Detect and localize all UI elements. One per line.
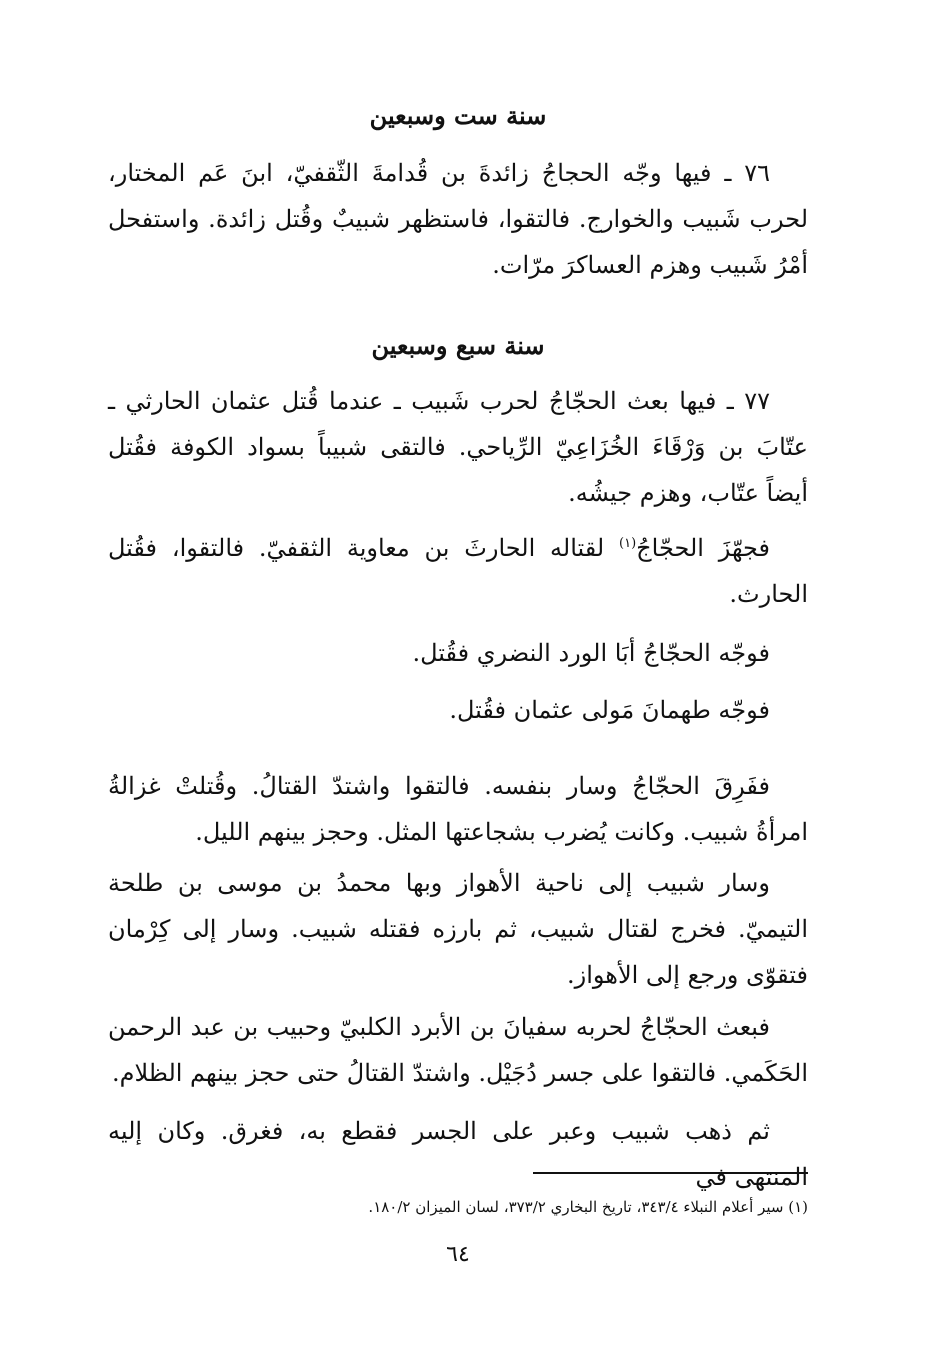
paragraph-76: ٧٦ ـ فيها وجّه الحجاجُ زائدةَ بن قُدامةَ الثّقفيّ، ابنَ عَم المختار، لحرب شَبيب والخوارج. فالتقوا، فاستظهر شبيبٌ وقُتل زائدة. واستفحل أمْرُ شَبيب وهزم العساكرَ مرّات.	[108, 159, 808, 279]
footnote: (١) سير أعلام النبلاء ٣٤٣/٤، تاريخ البخاري ٣٧٣/٢، لسان الميزان ١٨٠/٢.	[368, 1198, 808, 1216]
paragraph-hajjaj-prepares	[108, 525, 808, 617]
paragraph-abu-al-ward: فوجّه الحجّاجُ أبَا الورد النضري فقُتل.	[412, 639, 770, 667]
paragraph-hajjaj-prepares-start: فجهّزَ الحجّاجُ	[636, 534, 770, 562]
book-page	[108, 0, 808, 1358]
footnote-separator	[533, 1172, 808, 1174]
paragraph-ghazala: ففَرِقَ الحجّاجُ وسار بنفسه. فالتقوا واشتدّ القتالُ. وقُتلتْ غزالةُ امرأةُ شبيب. وكانت يُضرب بشجاعتها المثل. وحجز بينهم الليل.	[108, 772, 808, 846]
paragraph-hajjaj-prepares-end: لقتاله الحارثَ بن معاوية الثقفيّ. فالتقوا، فقُتل الحارث.	[108, 534, 808, 608]
section-heading-76: سنة ست وسبعين	[369, 101, 547, 130]
paragraph-dujayl: فبعث الحجّاجُ لحربه سفيانَ بن الأبرد الكلبيّ وحبيب بن عبد الرحمن الحَكَمي. فالتقوا على جسر دُجَيْل. واشتدّ القتالُ حتى حجز بينهم الظلام.	[108, 1013, 808, 1087]
page-number: ٦٤	[446, 1242, 470, 1267]
paragraph-drowning: ثم ذهب شبيب وعبر على الجسر فقطع به، فغرق. وكان إليه المنتهى في	[108, 1117, 808, 1191]
paragraph-ahwaz: وسار شبيب إلى ناحية الأهواز وبها محمدُ بن موسى بن طلحة التيميّ. فخرج لقتال شبيب، ثم بارزه فقتله شبيب. وسار إلى كِرْمان فتقوّى ورجع إلى الأهواز.	[108, 869, 808, 989]
section-heading-77: سنة سبع وسبعين	[371, 331, 545, 360]
footnote-marker: (١)	[619, 536, 637, 551]
paragraph-tahman: فوجّه طهمانَ مَولى عثمان فقُتل.	[449, 696, 770, 724]
paragraph-77: ٧٧ ـ فيها بعث الحجّاجُ لحرب شَبيب ـ عندما قُتل عثمان الحارثي ـ عتّابَ بن وَرْقَاءَ الخُزَاعِيّ الرِّياحي. فالتقى شبيباً بسواد الكوفة فقُتل أيضاً عتّاب، وهزم جيشُه.	[108, 387, 808, 507]
